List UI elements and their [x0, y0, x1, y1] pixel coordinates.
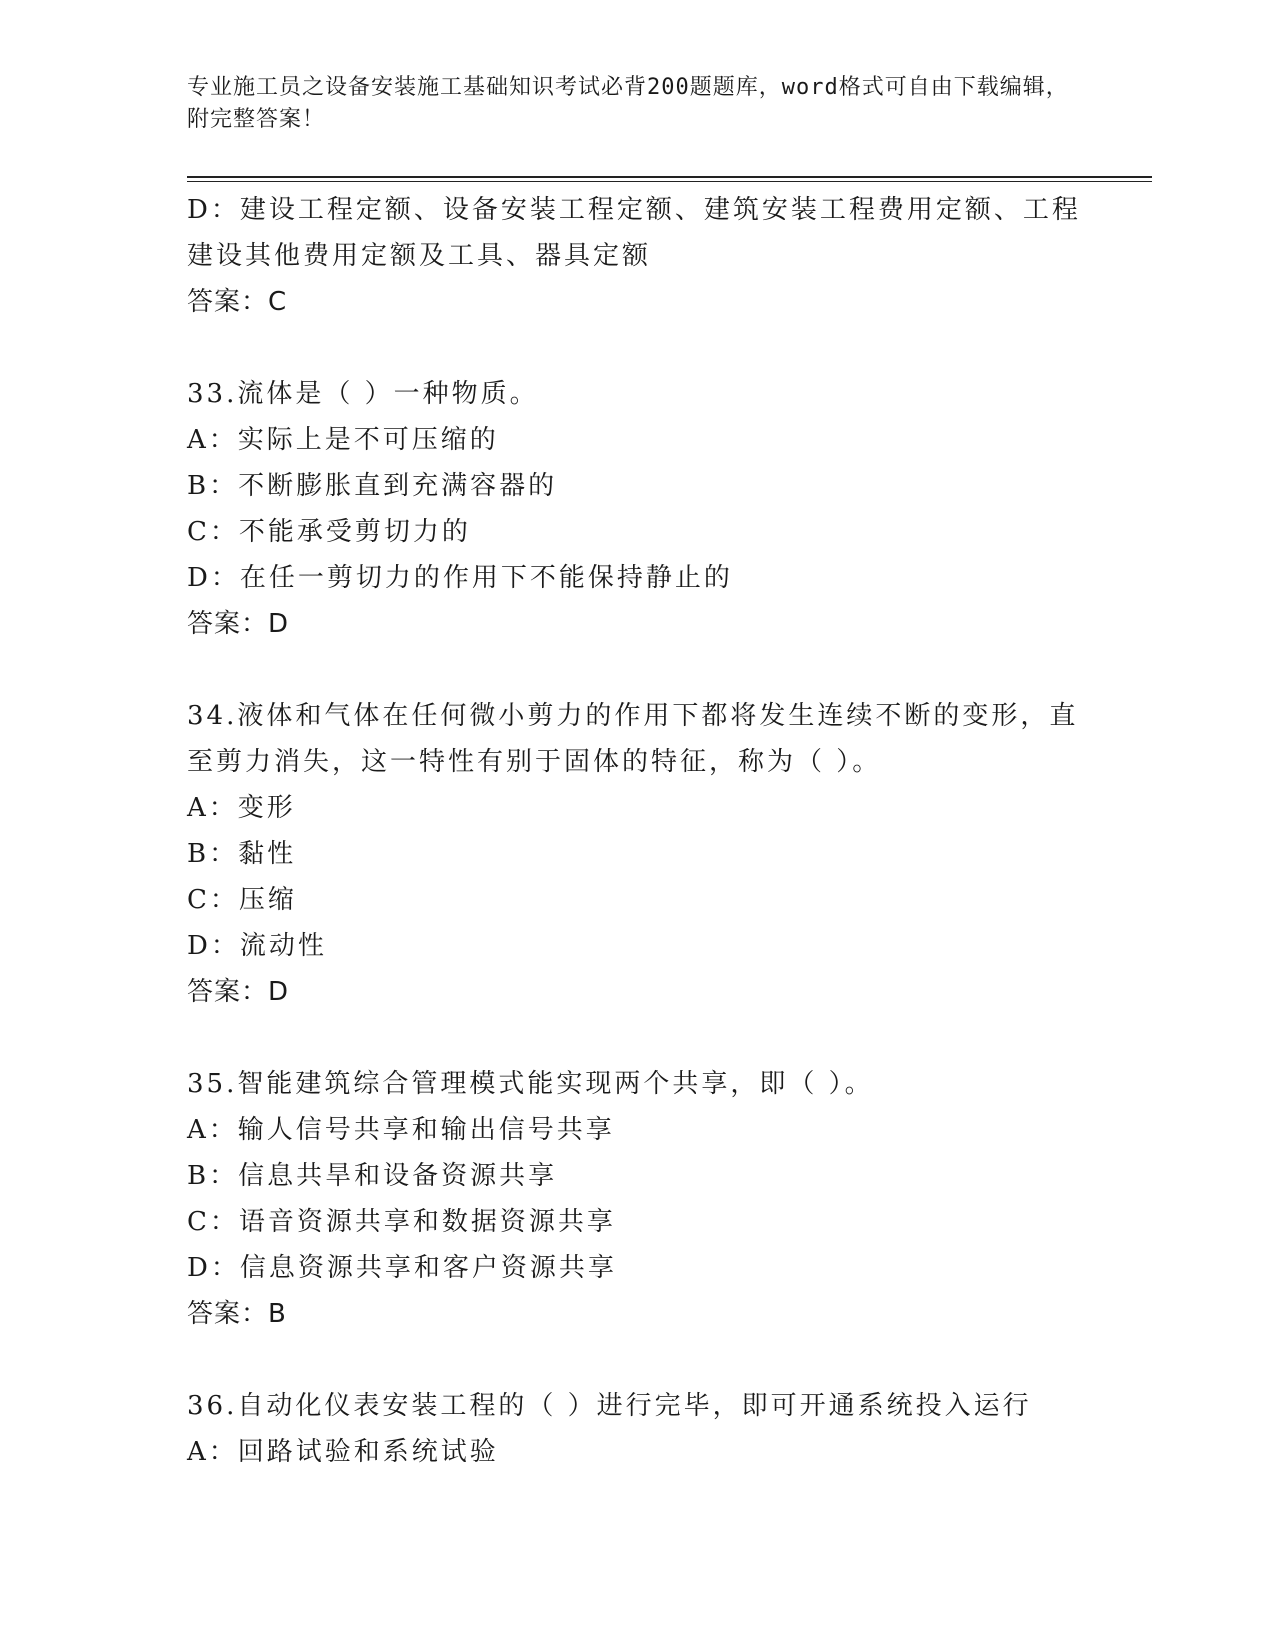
option-c: C：语音资源共享和数据资源共享 — [187, 1207, 616, 1237]
document-body — [187, 187, 1087, 1475]
option-a: A：输人信号共享和输出信号共享 — [187, 1115, 615, 1145]
option-b: B：信息共旱和设备资源共享 — [187, 1161, 558, 1191]
option-b: B：黏性 — [187, 839, 297, 869]
option-b: B：不断膨胀直到充满容器的 — [187, 471, 558, 501]
answer-line: 答案：D — [187, 977, 290, 1007]
question-stem: 36.自动化仪表安装工程的（ ）进行完毕，即可开通系统投入运行 — [187, 1391, 1032, 1421]
question-33 — [187, 371, 1087, 647]
answer-line: 答案：C — [187, 287, 288, 317]
answer-line: 答案：D — [187, 609, 290, 639]
option-c: C：不能承受剪切力的 — [187, 517, 471, 547]
header-divider-thin — [187, 181, 1152, 182]
previous-question-tail — [187, 187, 1087, 325]
option-d: D：在任一剪切力的作用下不能保持静止的 — [187, 563, 733, 593]
header-divider-thick — [187, 176, 1152, 178]
question-35 — [187, 1061, 1087, 1337]
option-d: D：信息资源共享和客户资源共享 — [187, 1253, 617, 1283]
question-stem: 35.智能建筑综合管理模式能实现两个共享，即（ ）。 — [187, 1069, 874, 1099]
question-stem: 33.流体是（ ）一种物质。 — [187, 379, 539, 409]
question-stem: 34.液体和气体在任何微小剪力的作用下都将发生连续不断的变形，直至剪力消失，这一特性有别于固体的特征，称为（ ）。 — [187, 701, 1079, 777]
option-c: C：压缩 — [187, 885, 297, 915]
option-a: A：回路试验和系统试验 — [187, 1437, 499, 1467]
option-d: D：建设工程定额、设备安装工程定额、建筑安装工程费用定额、工程建设其他费用定额及工具、器具定额 — [187, 195, 1081, 271]
answer-line: 答案：B — [187, 1299, 287, 1329]
option-d: D：流动性 — [187, 931, 327, 961]
option-a: A：变形 — [187, 793, 296, 823]
option-a: A：实际上是不可压缩的 — [187, 425, 499, 455]
question-36 — [187, 1383, 1087, 1475]
document-header-title: 专业施工员之设备安装施工基础知识考试必背200题题库，word格式可自由下载编辑，附完整答案！ — [187, 75, 1069, 132]
question-34 — [187, 693, 1087, 1015]
